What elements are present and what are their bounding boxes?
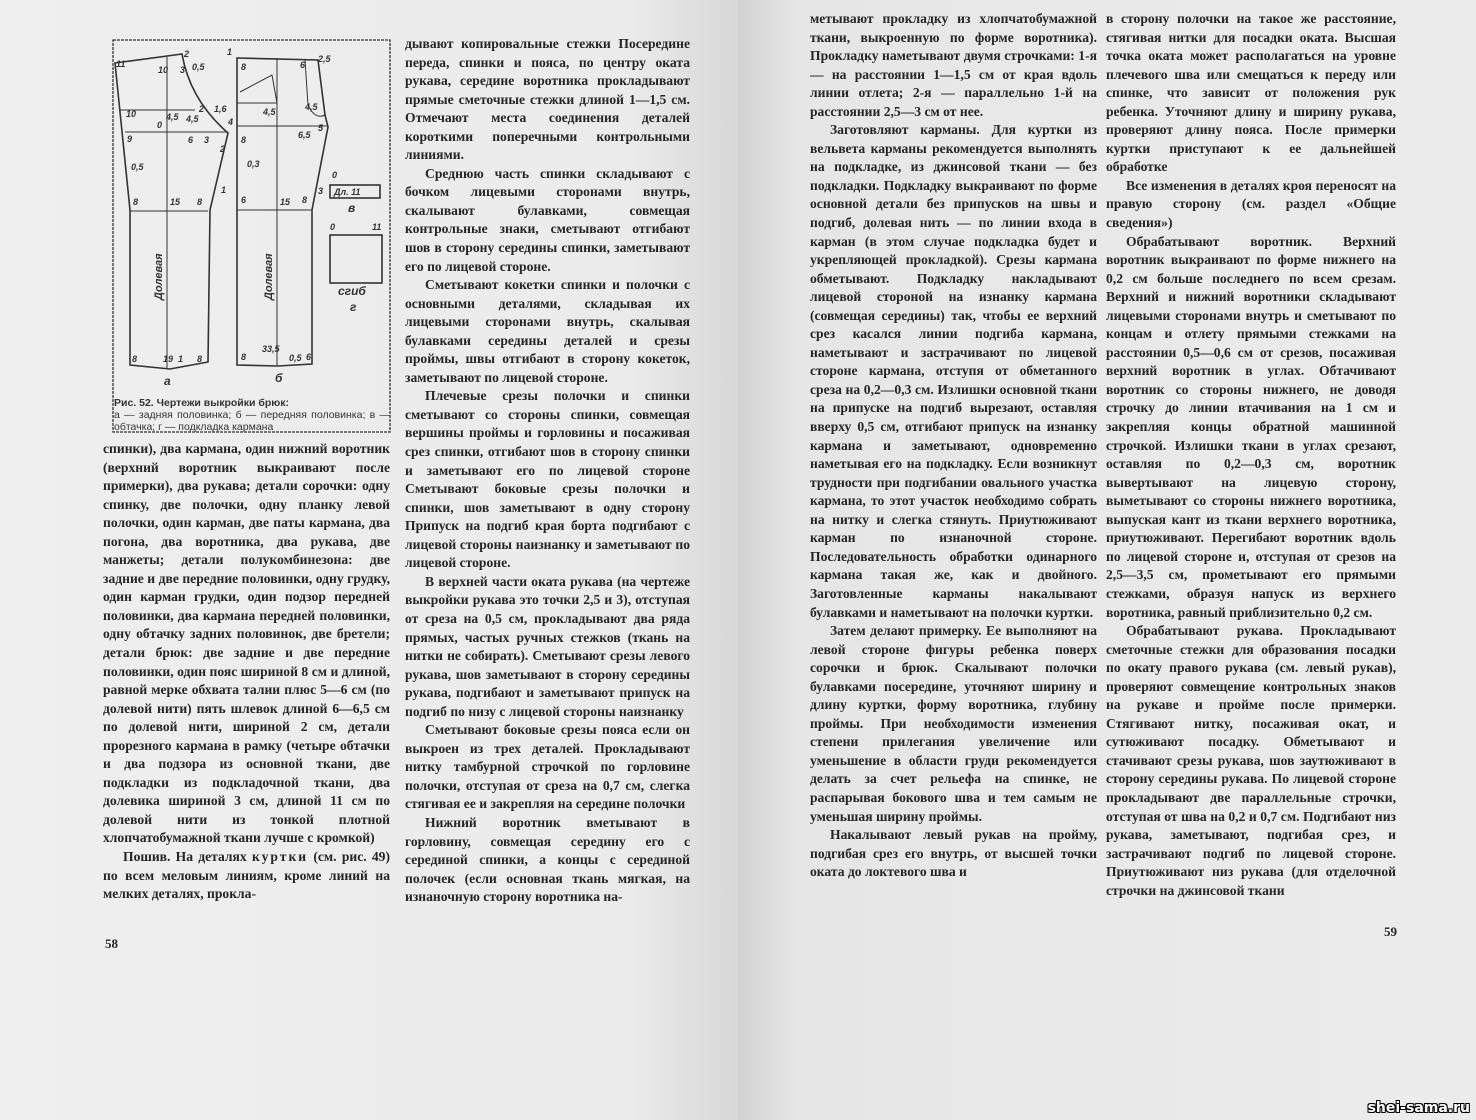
- figure-label: 4,5: [263, 107, 276, 117]
- figure-label: 1: [227, 47, 233, 57]
- figure-label: 3: [204, 135, 210, 145]
- paragraph: Накалывают левый рукав на пройму, подгибая срез его внутрь, от высшей точки оката до локтевого шва и: [810, 827, 1097, 880]
- paragraph: Заготовляют карманы. Для куртки из вельвета карманы рекомендуется выполнять на подкладке, из джинсовой ткани — без подкладки. Подкладку выкраивают по форме основной детали без припусков на швы и подгиб, долевая нить — по линии входа в карман (в этом случае подкладка будет и укрепляющей прокладкой). Срезы кармана обметывают. Подкладку накладывают лицевой стороной на изнанку кармана (совмещая середины) так, чтобы ее верхний срез касался линии подгиба кармана, наметывают и застрачивают по лицевой стороне кармана, отступя от обметанного среза на 0,2—0,3 см. Излишки основной ткани на припуске на подгиб вырезают, оставляя вверху 0,5 см, отгибают припуск на изнанку кармана и заметывают, одновременно наметывая его на подкладку. Если возникнут трудности при подгибании овального участка кармана, то этот участок необходимо собрать на нитку и слегка стянуть. Приутюживают карман по изнаночной стороне. Последовательность обработки одинарного кармана такая же, как и двойного. Заготовленные карманы накалывают булавками и наметывают на полочки куртки.: [810, 122, 1097, 620]
- paragraph: Затем делают примерку. Ее выполняют на левой стороне фигуры ребенка поверх сорочки и брюк. Скалывают полочки булавками посередине, уточняют ширину и длину куртки, форму воротника, глубину проймы. При необходимости изменения степени прилегания увеличение или уменьшение в области груди рекомендуется делать за счет рельефа на спинке, не распарывая бокового шва и тем самым не уменьшая ширину проймы.: [810, 623, 1097, 824]
- figure-label: 10: [158, 65, 169, 75]
- emphasized-word: куртки: [251, 849, 309, 865]
- page-number-right: 59: [1384, 924, 1397, 939]
- paragraph: [103, 848, 390, 904]
- right-page-column-2: [1106, 10, 1396, 900]
- right-page-column-1: [810, 10, 1097, 882]
- figure-label: 6: [241, 195, 247, 205]
- figure-label: 15: [170, 197, 181, 207]
- figure-label: 3: [180, 65, 186, 75]
- left-page-column-1: [103, 440, 390, 904]
- left-page-column-2: [405, 35, 690, 907]
- figure-label: 8: [241, 62, 247, 72]
- paragraph: метывают прокладку из хлопчатобумажной ткани, выкроенную по форме воротника). Прокладку наметывают двумя строчками: 1-я — на расстоянии 1—1,5 см от края вдоль линии отлета; 2-я — параллельно 1-й на расстоянии 2,5—3 см от нее.: [810, 11, 1097, 119]
- figure-label: сгиб: [338, 284, 366, 298]
- pattern-figure: [100, 30, 400, 440]
- figure-label: 4,5: [305, 102, 318, 112]
- figure-label: 6: [188, 135, 194, 145]
- figure-label: 5: [318, 123, 324, 133]
- figure-label: 9: [127, 134, 133, 144]
- figure-label: 0: [330, 222, 336, 232]
- trousers-pattern-drawing: [100, 30, 400, 440]
- figure-label: 8: [133, 197, 139, 207]
- paragraph: Сметывают кокетки спинки и полочки с основными деталями, складывая их лицевыми сторонами внутрь, скалывая булавками середины деталей и срезы проймы, швы отгибают в сторону кокеток, заметывают по лицевой стороне.: [405, 277, 690, 385]
- watermark: shei-sama.ru: [1367, 1100, 1470, 1116]
- figure-label: 2: [184, 49, 190, 59]
- figure-caption-title: Рис. 52. Чертежи выкройки брюк:: [114, 397, 290, 409]
- figure-label: 8: [197, 197, 203, 207]
- figure-label: 2,5: [318, 54, 331, 64]
- paragraph: дывают копировальные стежки Посередине переда, спинки и пояса, по центру оката рукава, середине воротника прокладывают прямые сметочные стежки длиной 1—1,5 см. Отмечают места соединения деталей короткими поперечными контрольными линиями.: [405, 36, 690, 163]
- paragraph: В верхней части оката рукава (на чертеже выкройки рукава это точки 2,5 и 3), отступая от среза на 0,5 см, прокладывают два ряда прямых, частых ручных стежков (ткань на нитки не собирать). Сметывают срезы левого рукава, шов заметывают в сторону середины рукава, подгибают и заметывают припуск на подгиб по низу с лицевой стороны наизнанку: [405, 573, 690, 719]
- figure-label: 4,5: [166, 112, 179, 122]
- paragraph: Нижний воротник вметывают в горловину, совмещая середину его с серединой спинки, а концы с серединой полочек (если основная ткань мягкая, на изнаночную сторону воротника на-: [405, 814, 690, 905]
- paragraph: Сметывают боковые срезы пояса если он выкроен из трех деталей. Прокладывают нитку тамбурной строчкой по горловине полочки, отступая от среза на 0,7 см, слегка стягивая ее и закрепляя на середине полочки: [405, 722, 690, 812]
- figure-label: а: [164, 374, 171, 388]
- figure-label: 4,5: [186, 114, 199, 124]
- figure-label: 0,5: [192, 62, 205, 72]
- figure-label: 2: [199, 104, 205, 114]
- figure-label: в: [348, 201, 356, 215]
- back-half-lines: [120, 57, 228, 368]
- figure-label: 8: [132, 354, 138, 364]
- figure-label: 0: [157, 120, 163, 130]
- figure-label: 0: [332, 170, 338, 180]
- figure-label: Долевая: [263, 253, 275, 300]
- figure-label: г: [350, 300, 357, 314]
- figure-label: 11: [372, 222, 382, 232]
- figure-label: 0,5: [289, 353, 302, 363]
- figure-caption-legend: а — задняя половинка; б — передняя половинка; в — обтачка; г — подкладка кармана: [114, 409, 390, 433]
- figure-label: 11: [116, 59, 126, 69]
- figure-label: 0,5: [131, 162, 144, 172]
- figure-label: 6,5: [298, 130, 311, 140]
- figure-label: 0,3: [247, 159, 260, 169]
- paragraph-text: (см. рис. 49) по всем меловым линиям, кроме линий на мелких деталях, прокла-: [103, 849, 390, 902]
- figure-label: 19: [163, 354, 174, 364]
- figure-label: 33,5: [262, 344, 280, 354]
- paragraph: Среднюю часть спинки складывают с бочком лицевыми сторонами внутрь, скалывают булавками, совмещая контрольные знаки, сметывают отгибают шов в сторону середины спинки, заметывают его по лицевой стороне.: [405, 165, 690, 274]
- paragraph: в сторону полочки на такое же расстояние, стягивая нитки для посадки оката. Высшая точка оката может располагаться на уровне плечевого шва или смещаться к переду или спинке, что зависит от положения рук ребенка. Уточняют длину и ширину рукава, проверяют длину пояса. После примерки куртки приступают к ее дальнейшей обработке: [1106, 11, 1396, 175]
- paragraph: спинки), два кармана, один нижний воротник (верхний воротник выкраивают после примерки), два рукава; детали сорочки: одну спинку, две полочки, одну планку левой полочки, один карман, две паты кармана, два погона, два воротника, два рукава, две манжеты; детали полукомбинезона: две задние и две передние половинки, одну грудку, один карман грудки, один подзор передней половинки, два кармана передней половинки, одну обтачку задних половинок, две бретели; детали брюк: две задние и две передние половинки, один пояс шириной 8 см и длиной, равной мерке обхвата талии плюс 5—6 см (по долевой нити) пять шлевок длиной 6—6,5 см по долевой нити, шириной 2 см, детали прорезного кармана в рамку (четыре обтачки и два подзора из основной ткани, две подкладки из подкладочной ткани, два долевика шириной 3 см, длиной 11 см по долевой нити из тонкой плотной хлопчатобумажной ткани лучше с кромкой): [103, 441, 390, 846]
- paragraph: Плечевые срезы полочки и спинки сметывают со стороны спинки, совмещая вершины проймы и горловины и посаживая срез спинки, отгибают шов в сторону спинки и заметывают его по лицевой стороне Сметывают боковые срезы полочки и спинки, шов заметывают в одну сторону Припуск на подгиб края борта подгибают с лицевой стороны наизнанку и заметывают по лицевой стороне.: [405, 388, 690, 571]
- figure-label: 8: [241, 135, 247, 145]
- figure-label: 8: [197, 354, 203, 364]
- figure-label: 4: [228, 117, 234, 127]
- figure-label: Дл. 11: [334, 187, 361, 197]
- page-number-left: 58: [105, 936, 118, 951]
- figure-caption: [114, 397, 390, 433]
- pocket-lining-piece: [330, 235, 382, 283]
- figure-label: 3: [318, 186, 324, 196]
- figure-label: 8: [241, 352, 247, 362]
- paragraph-lead: Пошив. На деталях: [123, 849, 252, 865]
- paragraph: Обрабатывают рукава. Прокладывают сметочные стежки для образования посадки по окату правого рукава (см. левый рукав), проверяют совмещение контрольных знаков на рукаве и пройме после примерки. Стягивают нитку, посаживая окат, и сутюживают посадку. Обметывают и стачивают срезы рукава, шов заутюживают в сторону середины рукава. По лицевой стороне прокладывают две параллельные строчки, отступая от шва на 0,2 и 0,7 см. Подгибают низ рукава, заметывают, подгибая срез, и застрачивают подгиб по лицевой стороне. Приутюживают низ рукава (для отделочной строчки на джинсовой ткани: [1106, 623, 1396, 898]
- figure-label: 15: [280, 197, 291, 207]
- paragraph: Все изменения в деталях кроя переносят на правую сторону (см. раздел «Общие сведения»): [1106, 177, 1396, 231]
- figure-label: 1: [178, 354, 184, 364]
- figure-label: 6: [306, 352, 312, 362]
- figure-label: 1,6: [214, 104, 227, 114]
- figure-label: 1: [221, 185, 227, 195]
- figure-label: 2: [220, 144, 226, 154]
- figure-label: Долевая: [153, 253, 165, 300]
- figure-label: 10: [126, 109, 137, 119]
- figure-label: б: [275, 371, 283, 385]
- figure-frame: [113, 40, 390, 432]
- figure-label: 6: [300, 60, 306, 70]
- paragraph: Обрабатывают воротник. Верхний воротник выкраивают по форме нижнего на 0,2 см больше последнего по всем срезам. Верхний и нижний воротники складывают лицевыми сторонами внутрь и сметывают по концам и отлету прямыми стежками на расстоянии 0,5—0,6 см от срезов, посаживая верхний воротник в углах. Обтачивают воротник со стороны нижнего, не доводя строчку до линии втачивания на 1 см и закрепляя концы обратной машинной строчкой. Излишки ткани в углах срезают, оставляя по 0,2—0,3 см, воротник вывертывают на лицевую сторону, выметывают со стороны нижнего воротника, выпуская кант из ткани верхнего воротника, приутюживают. Перегибают воротник вдоль по лицевой стороне и, отступая от срезов на 2,5—3,5 см, прометывают его прямыми стежками, образуя напуск из верхнего воротника, равный приблизительно 0,2 см.: [1106, 233, 1396, 620]
- figure-label: 8: [302, 195, 308, 205]
